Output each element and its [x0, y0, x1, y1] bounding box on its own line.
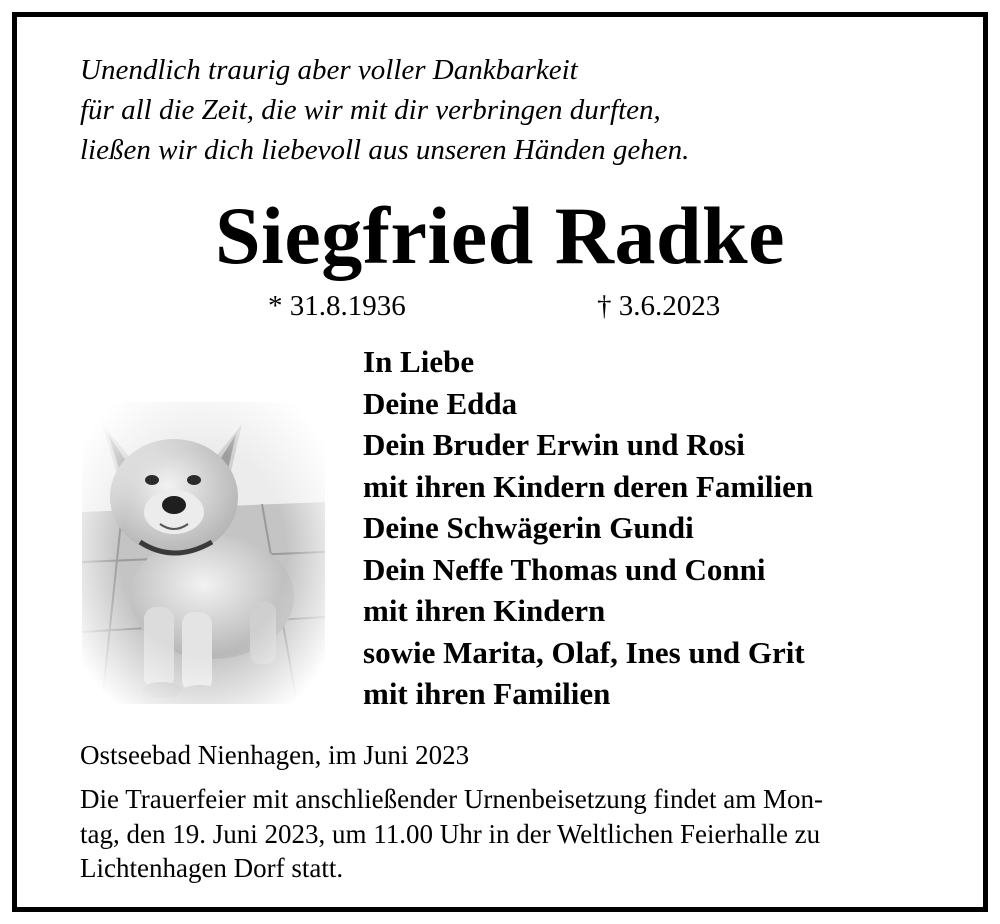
- mourner-line: sowie Marita, Olaf, Ines und Grit: [363, 634, 805, 670]
- mourners-list: [363, 341, 813, 715]
- ceremony-line: tag, den 19. Juni 2023, um 11.00 Uhr in der Weltlichen Feierhalle zu: [80, 818, 821, 849]
- dog-photo: [82, 402, 325, 704]
- death-date: † 3.6.2023: [597, 290, 721, 322]
- deceased-name: Siegfried Radke: [214, 190, 786, 281]
- intro-verse: [80, 50, 689, 170]
- mourner-line: Dein Bruder Erwin und Rosi: [363, 427, 745, 462]
- mourner-line: In Liebe: [363, 344, 475, 379]
- mourner-line: mit ihren Kindern deren Familien: [363, 468, 814, 504]
- mourner-line: Deine Edda: [363, 385, 518, 421]
- ceremony-info: [80, 782, 823, 886]
- ceremony-line: Die Trauerfeier mit anschließender Urnenbeisetzung findet am Mon-: [80, 784, 824, 814]
- mourner-line: mit ihren Familien: [363, 676, 611, 711]
- mourner-line: Deine Schwägerin Gundi: [363, 510, 694, 545]
- mourner-line: mit ihren Kindern: [363, 593, 606, 628]
- place-and-date: Ostseebad Nienhagen, im Juni 2023: [80, 740, 470, 770]
- mourner-line: Dein Neffe Thomas und Conni: [363, 551, 766, 587]
- intro-line: für all die Zeit, die wir mit dir verbringen durften,: [80, 94, 661, 126]
- birth-date: * 31.8.1936: [268, 290, 406, 322]
- ceremony-line: Lichtenhagen Dorf statt.: [80, 853, 344, 883]
- intro-line: Unendlich traurig aber voller Dankbarkeit: [80, 54, 578, 86]
- intro-line: ließen wir dich liebevoll aus unseren Händen gehen.: [80, 134, 690, 166]
- obituary-notice: [12, 12, 988, 912]
